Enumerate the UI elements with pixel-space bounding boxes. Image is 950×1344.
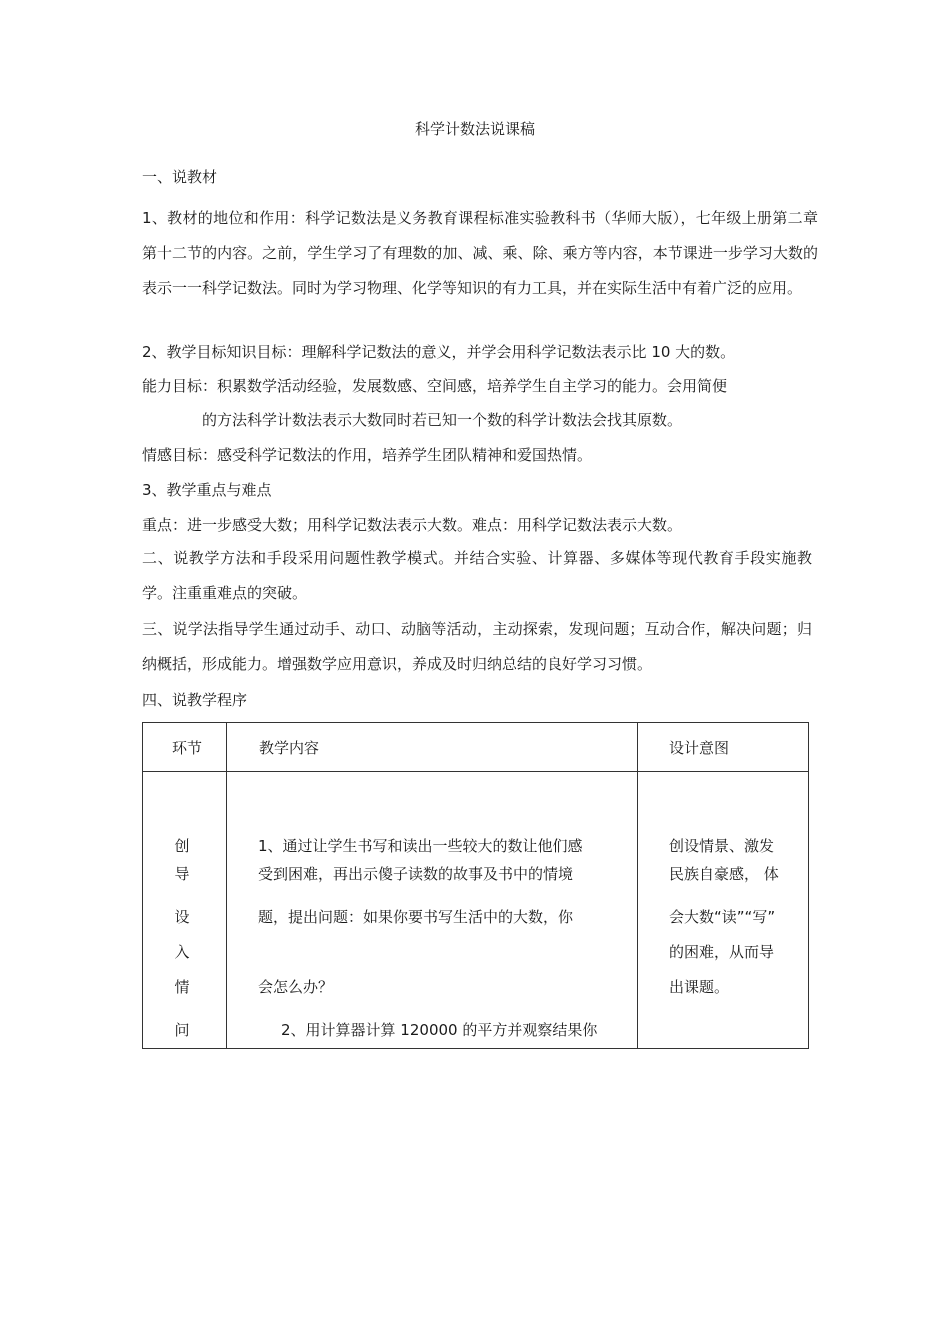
content-line: 题，提出问题：如果你要书写生活中的大数，你 (258, 908, 574, 926)
intent-line: 创设情景、激发 (669, 837, 775, 855)
stage-char: 设 (174, 908, 190, 926)
intent-line: 民族自豪感， 体 (669, 865, 779, 883)
section1-item3: 3、教学重点与难点 (142, 481, 272, 499)
content-line: 2、用计算器计算 120000 的平方并观察结果你 (281, 1021, 598, 1039)
document-title: 科学计数法说课稿 (414, 120, 535, 138)
section1-item1-paragraph: 1、教材的地位和作用：科学记数法是义务教育课程标准实验教科书（华师大版），七年级上册第二章第十二节的内容。之前，学生学习了有理数的加、减、乘、除、乘方等内容，本节课进一步学习大数的表示一一科学记数法。同时为学习物理、化学等知识的有力工具，并在实际生活中有着广泛的应用。 (142, 209, 818, 297)
header-intent: 设计意图 (669, 739, 730, 757)
section1-heading: 一、说教材 (142, 168, 218, 186)
intent-line: 出课题。 (669, 978, 730, 996)
stage-char: 情 (174, 978, 190, 996)
content-line: 会怎么办？ (258, 978, 334, 996)
table-header-divider (143, 771, 808, 772)
ability-goal-line2: 的方法科学计数法表示大数同时若已知一个数的科学计数法会找其原数。 (202, 411, 683, 429)
stage-char: 入 (174, 943, 190, 961)
section4-heading: 四、说教学程序 (142, 691, 248, 709)
section1-item2: 2、教学目标知识目标：理解科学记数法的意义，并学会用科学记数法表示比 10 大的数。 (142, 343, 736, 361)
header-stage: 环节 (172, 739, 203, 757)
content-line: 受到困难，再出示傻子读数的故事及书中的情境 (258, 865, 574, 883)
content-line: 1、通过让学生书写和读出一些较大的数让他们感 (258, 837, 583, 855)
intent-line: 会大数“读”“写” (669, 908, 776, 926)
ability-goal-line1: 能力目标：积累数学活动经验，发展数感、空间感，培养学生自主学习的能力。会用简便 (142, 377, 728, 395)
section3-paragraph: 三、说学法指导学生通过动手、动口、动脑等活动，主动探索，发现问题；互动合作，解决问题；归纳概括，形成能力。增强数学应用意识，养成及时归纳总结的良好学习习惯。 (142, 620, 812, 673)
key-and-difficult-points: 重点：进一步感受大数；用科学记数法表示大数。难点：用科学记数法表示大数。 (142, 516, 683, 534)
header-content: 教学内容 (259, 739, 320, 757)
stage-char: 导 (174, 865, 190, 883)
section2-paragraph: 二、说教学方法和手段采用问题性教学模式。并结合实验、计算器、多媒体等现代教育手段实施教学。注重重难点的突破。 (142, 549, 812, 602)
intent-line: 的困难，从而导 (669, 943, 775, 961)
stage-char: 创 (174, 837, 190, 855)
emotion-goal: 情感目标：感受科学记数法的作用，培养学生团队精神和爱国热情。 (142, 446, 593, 464)
stage-char: 问 (174, 1021, 190, 1039)
teaching-procedure-table (142, 722, 809, 1049)
